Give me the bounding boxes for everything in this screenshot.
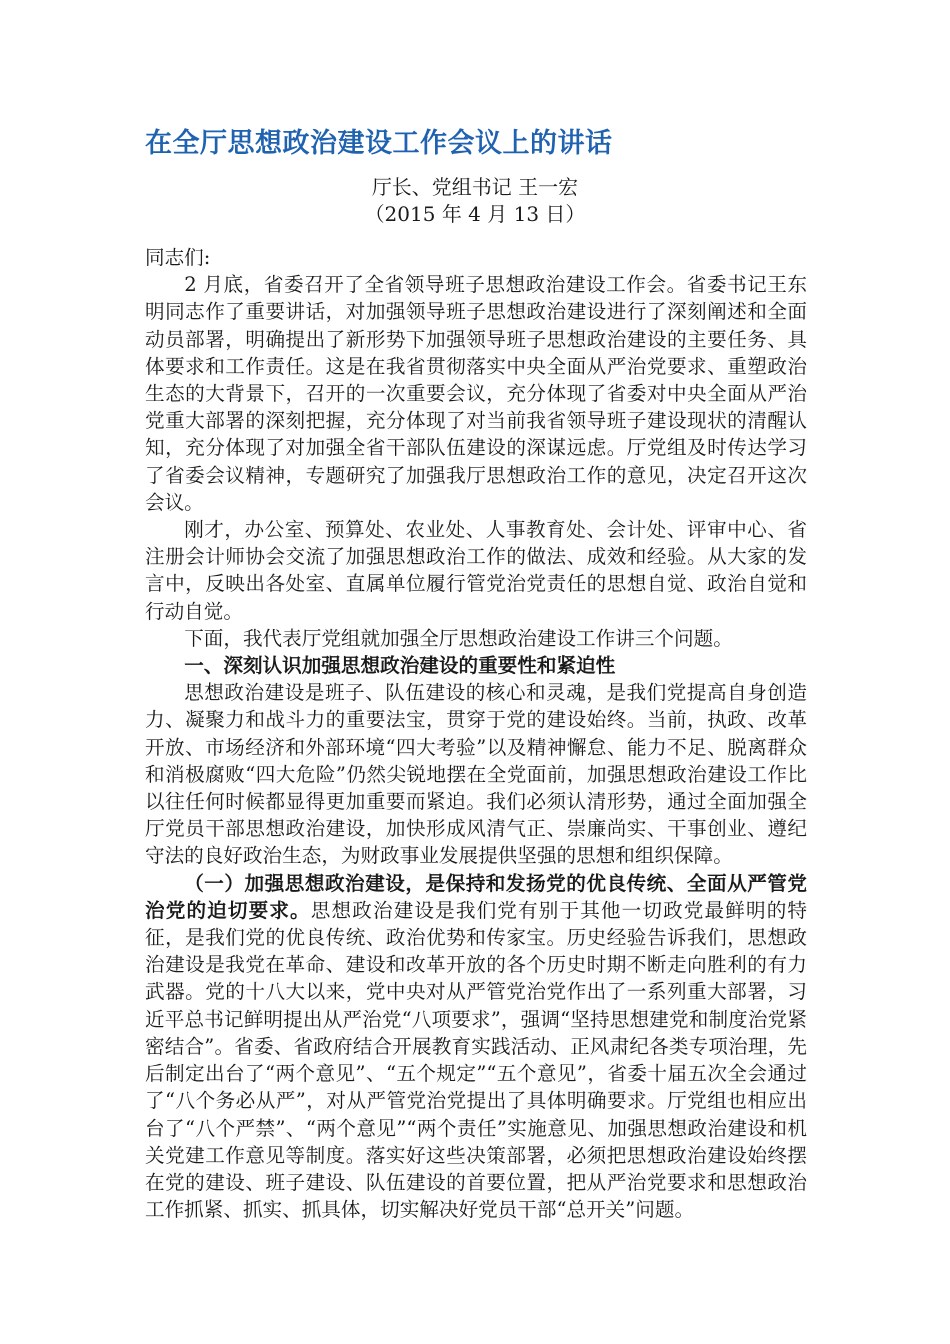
subsection-lead: （一）加强思想政治建设，是保持和发扬党的优良传统、全面从严管党治党的迫切要求。 bbox=[145, 871, 807, 922]
author-line: 厅长、党组书记 王一宏 bbox=[371, 175, 579, 199]
document-body bbox=[145, 244, 807, 1223]
date-line: （2015 年 4 月 13 日） bbox=[364, 202, 586, 226]
document-title: 在全厅思想政治建设工作会议上的讲话 bbox=[145, 128, 613, 159]
subsection-paragraph bbox=[145, 870, 807, 1224]
paragraph-exchange: 刚才，办公室、预算处、农业处、人事教育处、会计处、评审中心、省注册会计师协会交流了加强思想政治工作的做法、成效和经验。从大家的发言中，反映出各处室、直属单位履行管党治党责任的思想自觉、政治自觉和行动自觉。 bbox=[145, 518, 807, 623]
salutation: 同志们: bbox=[145, 246, 211, 269]
section-heading: 一、深刻认识加强思想政治建设的重要性和紧迫性 bbox=[184, 654, 616, 678]
paragraph-outline: 下面，我代表厅党组就加强全厅思想政治建设工作讲三个问题。 bbox=[184, 626, 733, 650]
paragraph-opening: 2 月底，省委召开了全省领导班子思想政治建设工作会。省委书记王东明同志作了重要讲话，对加强领导班子思想政治建设进行了深刻阐述和全面动员部署，明确提出了新形势下加强领导班子思想政治建设的主要任务、具体要求和工作责任。这是在我省贯彻落实中央全面从严治党要求、重塑政治生态的大背景下，召开的一次重要会议，充分体现了省委对中央全面从严治党重大部署的深刻把握，充分体现了对当前我省领导班子建设现状的清醒认知，充分体现了对加强全省干部队伍建设的深谋远虑。厅党组及时传达学习了省委会议精神，专题研究了加强我厅思想政治工作的意见，决定召开这次会议。 bbox=[145, 273, 807, 514]
section-paragraph: 思想政治建设是班子、队伍建设的核心和灵魂，是我们党提高自身创造力、凝聚力和战斗力的重要法宝，贯穿于党的建设始终。当前，执政、改革开放、市场经济和外部环境“四大考验”以及精神懈怠、能力不足、脱离群众和消极腐败“四大危险”仍然尖锐地摆在全党面前，加强思想政治建设工作比以往任何时候都显得更加重要而紧迫。我们必须认清形势，通过全面加强全厅党员干部思想政治建设，加快形成风清气正、崇廉尚实、干事创业、遵纪守法的良好政治生态，为财政事业发展提供坚强的思想和组织保障。 bbox=[145, 681, 807, 868]
subsection-text: 思想政治建设是我们党有别于其他一切政党最鲜明的特征，是我们党的优良传统、政治优势和传家宝。历史经验告诉我们，思想政治建设是我党在革命、建设和改革开放的各个历史时期不断走向胜利的有力武器。党的十八大以来，党中央对从严管党治党作出了一系列重大部署，习近平总书记鲜明提出从严治党“八项要求”，强调“坚持思想建党和制度治党紧密结合”。省委、省政府结合开展教育实践活动、正风肃纪各类专项治理，先后制定出台了“两个意见”、“五个规定”“五个意见”，省委十届五次全会通过了“八个务必从严”，对从严管党治党提出了具体明确要求。厅党组也相应出台了“八个严禁”、“两个意见”“两个责任”实施意见、加强思想政治建设和机关党建工作意见等制度。落实好这些决策部署，必须把思想政治建设始终摆在党的建设、班子建设、队伍建设的首要位置，把从严治党要求和思想政治工作抓紧、抓实、抓具体，切实解决好党员干部“总开关”问题。 bbox=[145, 898, 808, 1222]
